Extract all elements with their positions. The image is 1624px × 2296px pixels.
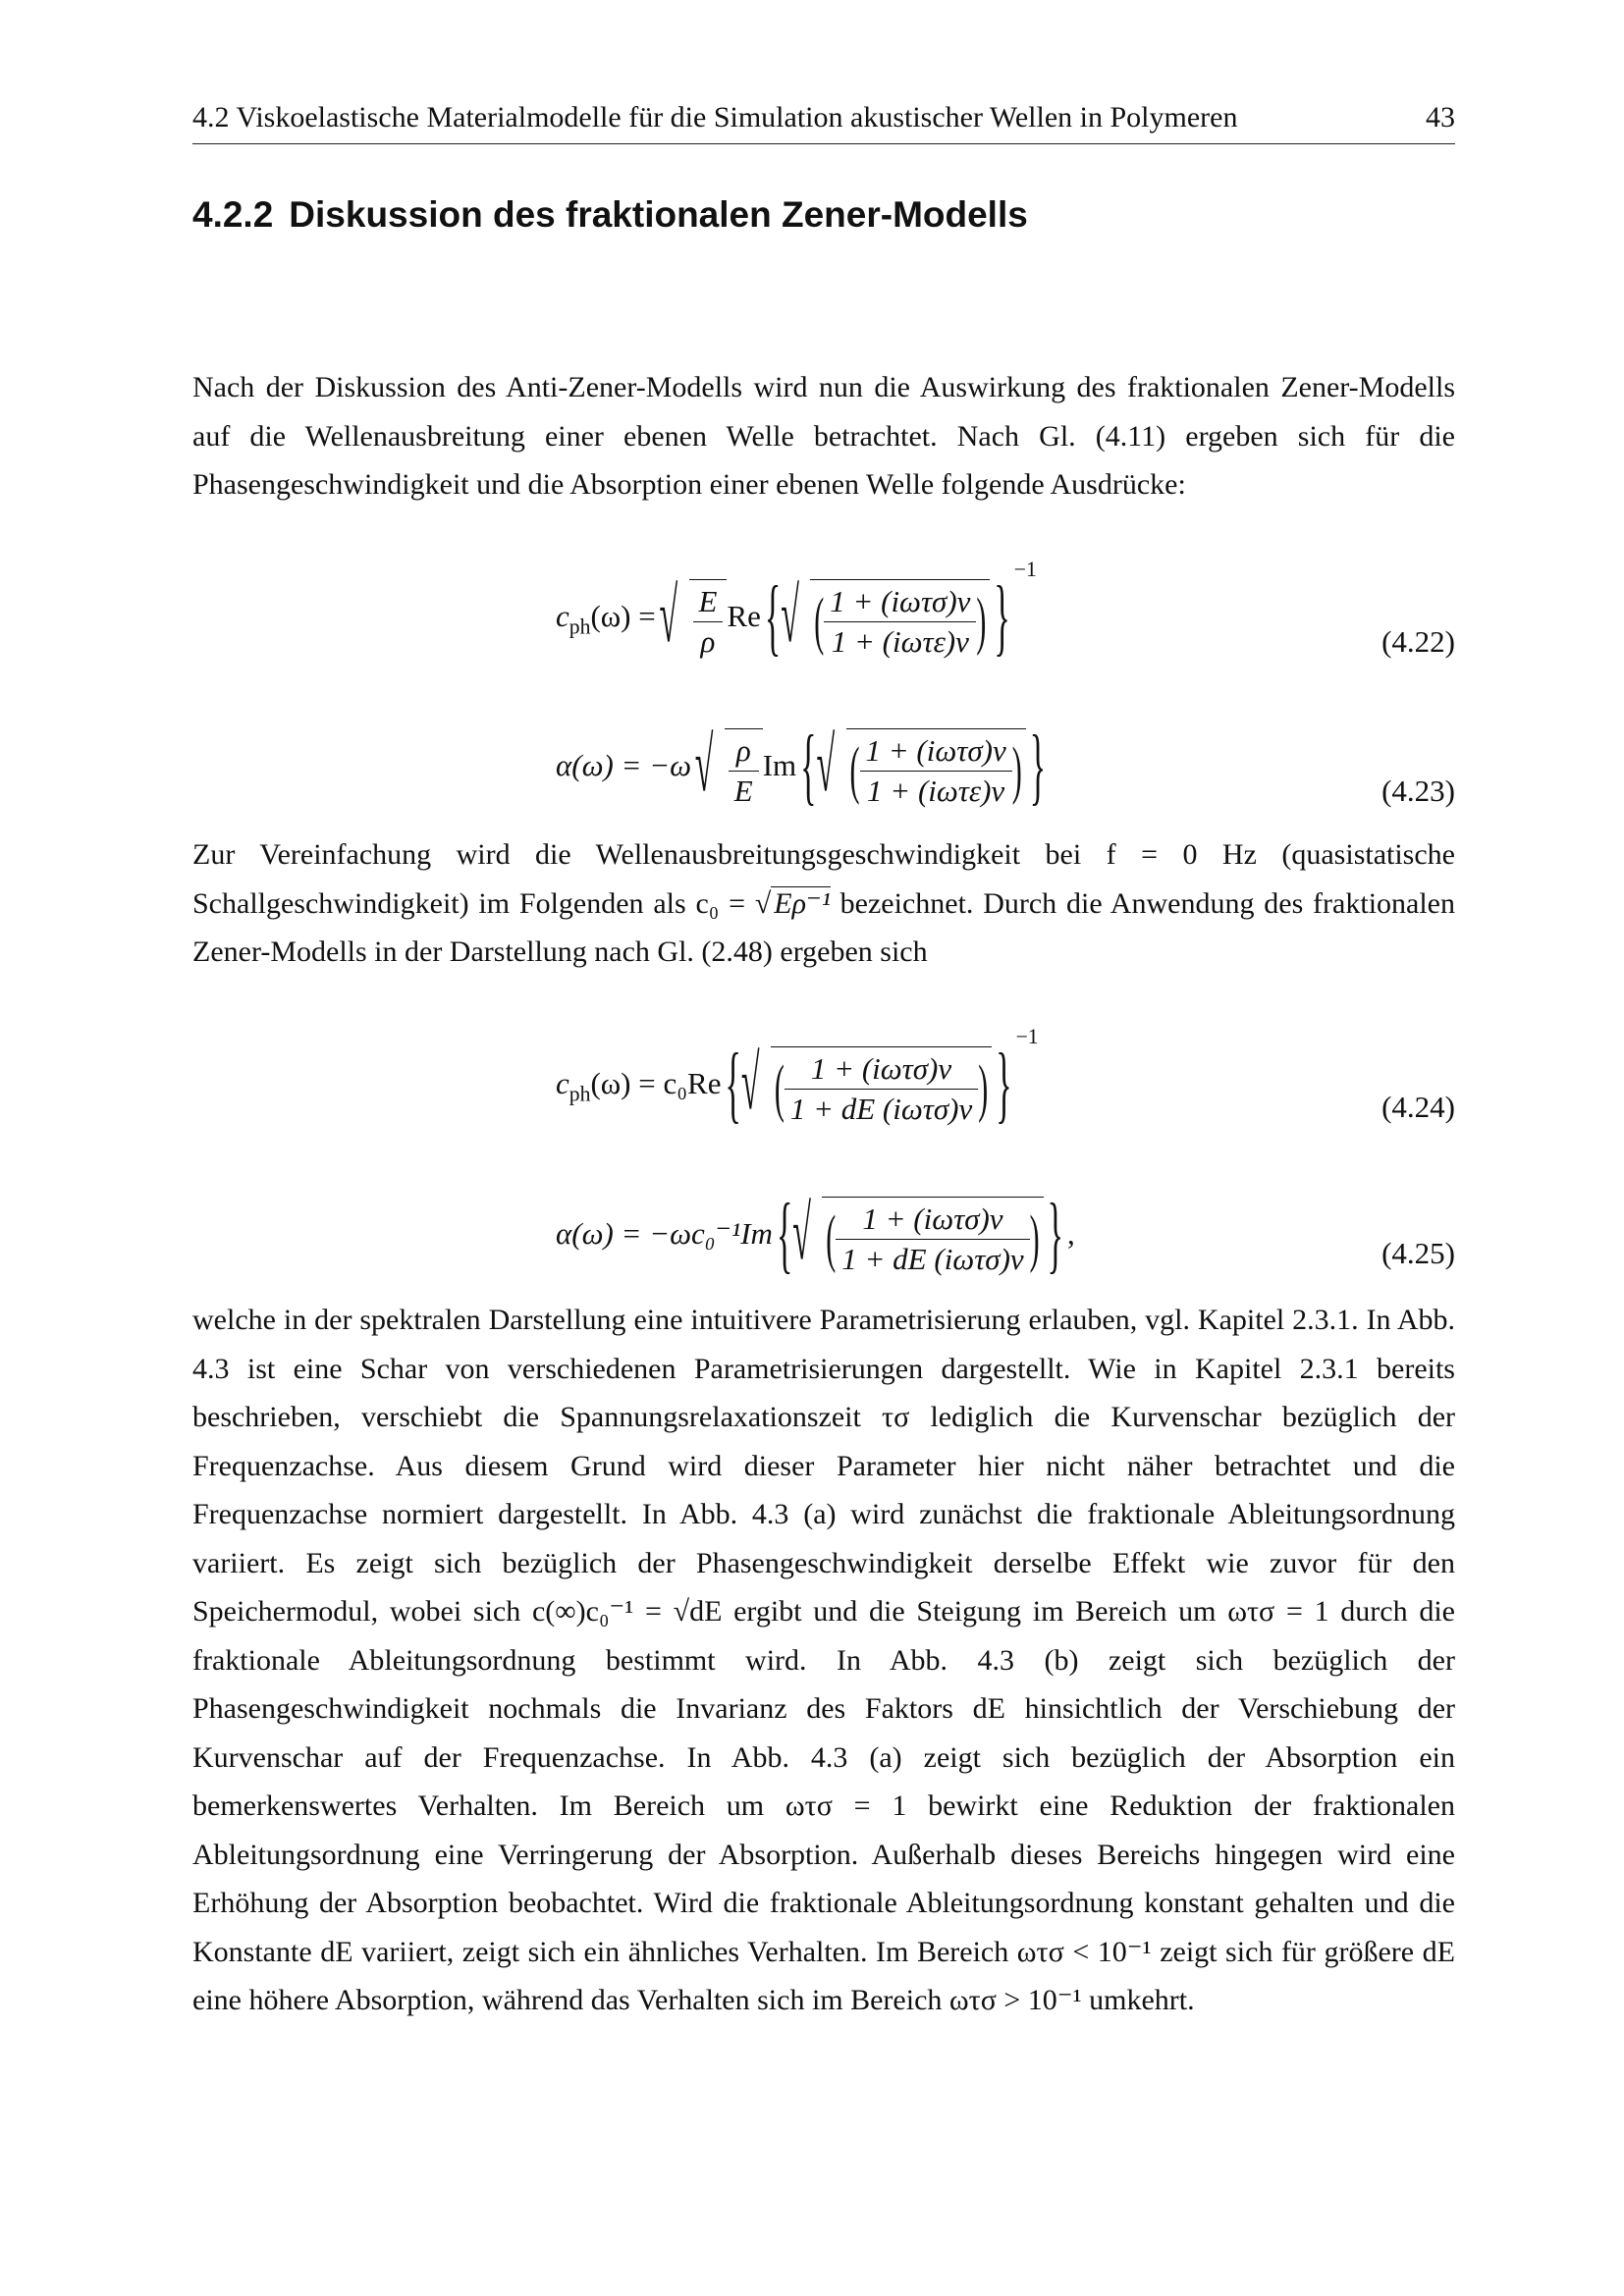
eq422-lhs-arg: (ω) =	[590, 599, 656, 634]
eq424-lhs: c	[556, 1066, 569, 1101]
eq424-num: 1 + (iωτσ)ν	[785, 1051, 978, 1090]
equation-number-4-25: (4.25)	[1381, 1236, 1455, 1270]
eq422-den: 1 + (iωτε)ν	[831, 624, 969, 659]
eq424-exp: −1	[1015, 1024, 1039, 1048]
equation-4-24: $c_{ph}(\omega) = c_0Re$ {√ ( $\frac{\text{1 + (iωτσ)ν}}{\text{1 + dE (iωτσ)ν}}$ ) }$^{-1}$ (4.24)	[192, 1031, 1455, 1188]
eq423-outer-sqrt	[699, 728, 763, 809]
eq425-lhs: α(ω) = −ωc₀⁻¹Im	[556, 1216, 773, 1252]
eq423-den: 1 + (iωτε)ν	[867, 774, 1005, 808]
eq424-den: 1 + dE (iωτσ)ν	[789, 1092, 973, 1126]
equation-4-22: $c_{ph}(\omega)$ = √ $\frac{E}{\rho}$ Re {√ ( $\frac{\text{1 + (iωτσ)ν}}{\text{1 + (iωτε)ν}}$ ) }$^{-1}$ (4.22)	[192, 565, 1455, 732]
paragraph-definition-part-a: Zur Vereinfachung wird die Wellenausbreitungsgeschwindigkeit bei f = 0 Hz (quasistatische Schallgeschwindigkeit) im Folgenden als c₀ =	[192, 838, 1455, 920]
eq422-num: 1 + (iωτσ)ν	[824, 584, 976, 622]
paragraph-discussion: welche in der spektralen Darstellung eine intuitivere Parametrisierung erlauben, vgl. Kapitel 2.3.1. In Abb. 4.3 ist eine Schar von verschiedenen Parametrisierungen dargestellt. Wie in Kapitel 2.3.1 bereits beschrieben, verschiebt die Spannungsrelaxationszeit τσ lediglich die Kurvenschar bezüglich der Frequenzachse. Aus diesem Grund wird dieser Parameter hier nicht näher betrachtet und die Frequenzachse normiert dargestellt. In Abb. 4.3 (a) wird zunächst die fraktionale Ableitungsordnung variiert. Es zeigt sich bezüglich der Phasengeschwindigkeit derselbe Effekt wie zuvor für den Speichermodul, wobei sich c(∞)c₀⁻¹ = √dE ergibt und die Steigung im Bereich um ωτσ = 1 durch die fraktionale Ableitungsordnung bestimmt wird. In Abb. 4.3 (b) zeigt sich bezüglich der Phasengeschwindigkeit nochmals die Invarianz des Faktors dE hinsichtlich der Verschiebung der Kurvenschar auf der Frequenzachse. In Abb. 4.3 (a) zeigt sich bezüglich der Absorption ein bemerkenswertes Verhalten. Im Bereich um ωτσ = 1 bewirkt eine Reduktion der fraktionalen Ableitungsordnung eine Verringerung der Absorption. Außerhalb dieses Bereichs hingegen wird eine Erhöhung der Absorption beobachtet. Wird die fraktionale Ableitungsordnung konstant gehalten und die Konstante dE variiert, zeigt sich ein ähnliches Verhalten. Im Bereich ωτσ < 10⁻¹ zeigt sich für größere dE eine höhere Absorption, während das Verhalten sich im Bereich ωτσ > 10⁻¹ umkehrt.	[192, 1304, 1455, 2016]
section-title: Diskussion des fraktionalen Zener-Modells	[289, 194, 1028, 235]
equation-number-4-22: (4.22)	[1381, 624, 1455, 659]
running-head	[192, 98, 1455, 144]
page-number: 43	[1426, 101, 1455, 133]
section-number: 4.2.2	[192, 194, 274, 235]
eq423-lhs: α(ω) = −ω	[556, 748, 692, 783]
eq422-lhs-sub: ph	[568, 614, 591, 639]
section-heading	[192, 194, 1028, 236]
eq424-lhs-arg: (ω) = c₀Re	[590, 1066, 722, 1101]
inline-sqrt-c0: √ Eρ⁻¹	[754, 886, 831, 920]
paragraph-definition-part-b: bezeichnet. Durch die Anwendung des fraktionalen Zener-Modells in der Darstellung nach Gl. (2.48) ergeben sich	[192, 886, 1455, 968]
equation-4-25: α(ω) = −ωc₀⁻¹Im {√ ( $\frac{\text{1 + (iωτσ)ν}}{\text{1 + dE (iωτσ)ν}}$ ) } , (4.25)	[192, 1181, 1455, 1328]
eq422-lhs: c	[556, 599, 569, 634]
paragraph-definition	[192, 830, 1455, 977]
eq422-outer-sqrt	[664, 579, 728, 660]
paragraph-intro: Nach der Diskussion des Anti-Zener-Modells wird nun die Auswirkung des fraktionalen Zener-Modells auf die Wellenausbreitung einer ebenen Welle betrachtet. Nach Gl. (4.11) ergeben sich für die Phasengeschwindigkeit und die Absorption einer ebenen Welle folgende Ausdrücke:	[192, 371, 1455, 501]
eq423-frac-d: E	[733, 774, 753, 808]
inline-sqrt-radicand: Eρ⁻¹	[771, 886, 831, 920]
equation-number-4-24: (4.24)	[1381, 1090, 1455, 1124]
eq424-sqrt: √ ( $\frac{\text{1 + (iωτσ)ν}}{\text{1 + dE (iωτσ)ν}}$ )	[745, 1046, 992, 1127]
eq423-num: 1 + (iωτσ)ν	[860, 733, 1012, 772]
equation-4-23: α(ω) = −ω √ $\frac{\rho}{E}$ Im {√ ( $\frac{\text{1 + (iωτσ)ν}}{\text{1 + (iωτε)ν}}$ ) } (4.23)	[192, 715, 1455, 862]
eq425-den: 1 + dE (iωτσ)ν	[841, 1242, 1024, 1276]
eq422-frac-n: √ E	[693, 584, 724, 622]
eq423-op: Im	[762, 748, 797, 783]
running-title: 4.2 Viskoelastische Materialmodelle für die Simulation akustischer Wellen in Polymeren	[192, 101, 1238, 133]
eq422-inner-sqrt: √ ( $\frac{\text{1 + (iωτσ)ν}}{\text{1 + (iωτε)ν}}$ )	[785, 579, 990, 660]
eq423-frac-n: √ ρ	[729, 733, 759, 772]
eq422-exp: −1	[1013, 557, 1037, 581]
eq422-op: Re	[727, 599, 761, 634]
eq425-trail: ,	[1067, 1216, 1075, 1252]
eq423-inner-sqrt: √ ( $\frac{\text{1 + (iωτσ)ν}}{\text{1 + (iωτε)ν}}$ )	[821, 728, 1026, 809]
eq424-lhs-sub: ph	[568, 1082, 591, 1106]
eq422-frac-d: ρ	[700, 624, 716, 659]
eq425-num: 1 + (iωτσ)ν	[836, 1201, 1029, 1240]
eq425-sqrt: √ ( $\frac{\text{1 + (iωτσ)ν}}{\text{1 + dE (iωτσ)ν}}$ )	[796, 1197, 1043, 1277]
equation-number-4-23: (4.23)	[1381, 774, 1455, 808]
